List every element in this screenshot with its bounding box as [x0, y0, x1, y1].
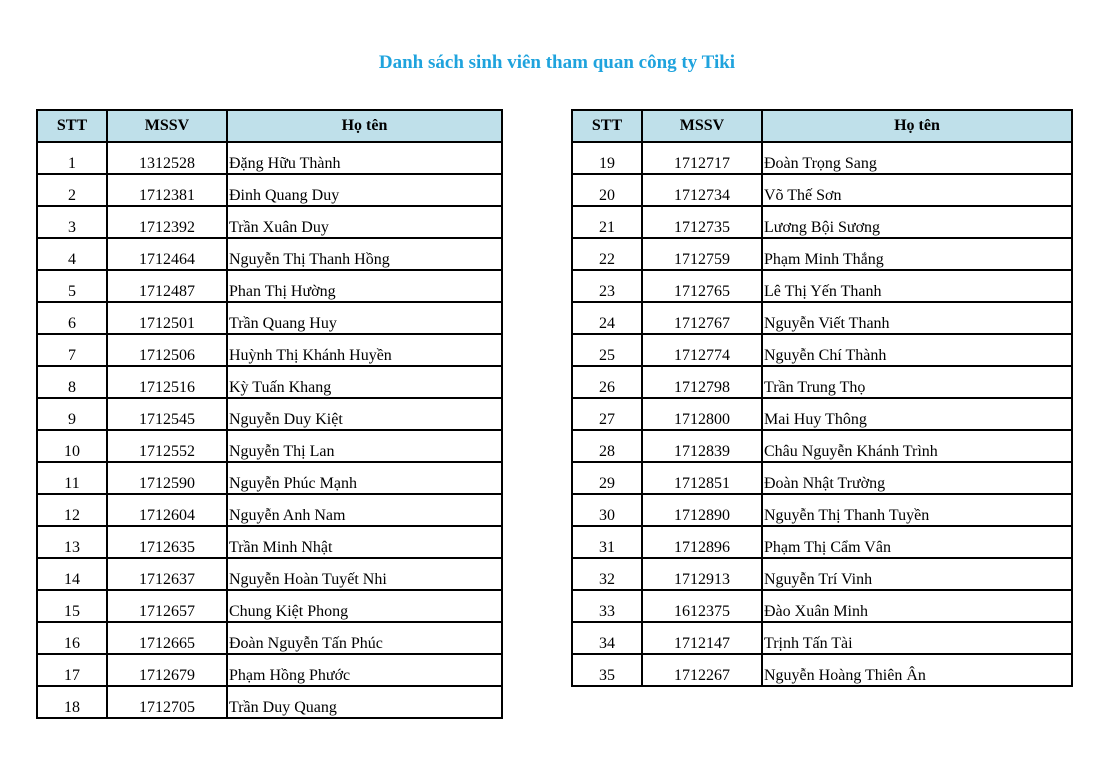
table-row: [572, 558, 1072, 590]
cell-name: Nguyễn Anh Nam: [227, 494, 502, 526]
table-row: [572, 526, 1072, 558]
cell-mssv: 1712890: [642, 494, 762, 526]
header-row: [37, 110, 502, 142]
header-stt: STT: [572, 110, 642, 142]
cell-stt: 33: [572, 590, 642, 622]
cell-name: Trịnh Tấn Tài: [762, 622, 1072, 654]
cell-mssv: 1712800: [642, 398, 762, 430]
cell-stt: 10: [37, 430, 107, 462]
cell-stt: 26: [572, 366, 642, 398]
cell-name: Trần Trung Thọ: [762, 366, 1072, 398]
table-row: [37, 142, 502, 174]
table-row: [37, 398, 502, 430]
cell-stt: 31: [572, 526, 642, 558]
cell-mssv: 1712501: [107, 302, 227, 334]
cell-stt: 23: [572, 270, 642, 302]
cell-stt: 12: [37, 494, 107, 526]
table-row: [37, 526, 502, 558]
cell-stt: 15: [37, 590, 107, 622]
cell-stt: 9: [37, 398, 107, 430]
cell-stt: 14: [37, 558, 107, 590]
cell-stt: 8: [37, 366, 107, 398]
cell-mssv: 1712765: [642, 270, 762, 302]
cell-name: Trần Duy Quang: [227, 686, 502, 718]
cell-stt: 22: [572, 238, 642, 270]
cell-name: Châu Nguyễn Khánh Trình: [762, 430, 1072, 462]
table-body-right: [572, 142, 1072, 686]
cell-mssv: 1712604: [107, 494, 227, 526]
student-table-right: [571, 109, 1073, 687]
cell-name: Kỳ Tuấn Khang: [227, 366, 502, 398]
cell-mssv: 1712851: [642, 462, 762, 494]
table-row: [572, 334, 1072, 366]
cell-name: Đào Xuân Minh: [762, 590, 1072, 622]
cell-name: Võ Thế Sơn: [762, 174, 1072, 206]
cell-stt: 3: [37, 206, 107, 238]
table-row: [37, 206, 502, 238]
cell-mssv: 1712717: [642, 142, 762, 174]
cell-name: Nguyễn Chí Thành: [762, 334, 1072, 366]
table-row: [572, 494, 1072, 526]
cell-name: Nguyễn Thị Thanh Tuyền: [762, 494, 1072, 526]
cell-stt: 24: [572, 302, 642, 334]
cell-mssv: 1712552: [107, 430, 227, 462]
cell-name: Trần Minh Nhật: [227, 526, 502, 558]
cell-mssv: 1712637: [107, 558, 227, 590]
cell-name: Huỳnh Thị Khánh Huyền: [227, 334, 502, 366]
cell-mssv: 1712767: [642, 302, 762, 334]
cell-stt: 30: [572, 494, 642, 526]
table-row: [37, 302, 502, 334]
cell-name: Trần Xuân Duy: [227, 206, 502, 238]
header-name: Họ tên: [762, 110, 1072, 142]
cell-name: Nguyễn Phúc Mạnh: [227, 462, 502, 494]
cell-name: Chung Kiệt Phong: [227, 590, 502, 622]
cell-stt: 34: [572, 622, 642, 654]
cell-name: Đoàn Nhật Trường: [762, 462, 1072, 494]
table-row: [572, 206, 1072, 238]
table-row: [37, 334, 502, 366]
cell-name: Lê Thị Yến Thanh: [762, 270, 1072, 302]
cell-mssv: 1712839: [642, 430, 762, 462]
cell-stt: 6: [37, 302, 107, 334]
cell-mssv: 1712516: [107, 366, 227, 398]
table-row: [37, 654, 502, 686]
cell-mssv: 1712392: [107, 206, 227, 238]
cell-name: Lương Bội Sương: [762, 206, 1072, 238]
cell-stt: 7: [37, 334, 107, 366]
cell-mssv: 1312528: [107, 142, 227, 174]
cell-name: Phan Thị Hường: [227, 270, 502, 302]
cell-name: Nguyễn Thị Thanh Hồng: [227, 238, 502, 270]
cell-mssv: 1712679: [107, 654, 227, 686]
table-row: [37, 174, 502, 206]
cell-name: Đoàn Nguyễn Tấn Phúc: [227, 622, 502, 654]
page-title: Danh sách sinh viên tham quan công ty Tiki: [378, 52, 736, 73]
cell-name: Nguyễn Duy Kiệt: [227, 398, 502, 430]
table-row: [37, 494, 502, 526]
table-row: [572, 174, 1072, 206]
cell-mssv: 1712735: [642, 206, 762, 238]
header-name: Họ tên: [227, 110, 502, 142]
cell-stt: 17: [37, 654, 107, 686]
cell-mssv: 1712464: [107, 238, 227, 270]
cell-name: Nguyễn Viết Thanh: [762, 302, 1072, 334]
table-row: [37, 430, 502, 462]
cell-name: Đinh Quang Duy: [227, 174, 502, 206]
cell-name: Phạm Minh Thắng: [762, 238, 1072, 270]
cell-stt: 28: [572, 430, 642, 462]
table-row: [572, 398, 1072, 430]
cell-name: Nguyễn Trí Vinh: [762, 558, 1072, 590]
table-row: [572, 654, 1072, 686]
cell-stt: 21: [572, 206, 642, 238]
header-mssv: MSSV: [107, 110, 227, 142]
cell-mssv: 1712913: [642, 558, 762, 590]
cell-stt: 5: [37, 270, 107, 302]
cell-name: Phạm Thị Cẩm Vân: [762, 526, 1072, 558]
student-table-left: [36, 109, 503, 719]
cell-stt: 16: [37, 622, 107, 654]
header-stt: STT: [37, 110, 107, 142]
cell-stt: 35: [572, 654, 642, 686]
cell-mssv: 1712487: [107, 270, 227, 302]
cell-name: Mai Huy Thông: [762, 398, 1072, 430]
cell-name: Đoàn Trọng Sang: [762, 142, 1072, 174]
table-row: [37, 270, 502, 302]
cell-stt: 29: [572, 462, 642, 494]
cell-stt: 11: [37, 462, 107, 494]
header-mssv: MSSV: [642, 110, 762, 142]
cell-stt: 32: [572, 558, 642, 590]
cell-stt: 18: [37, 686, 107, 718]
table-row: [37, 462, 502, 494]
cell-stt: 19: [572, 142, 642, 174]
cell-stt: 1: [37, 142, 107, 174]
cell-name: Nguyễn Hoàng Thiên Ân: [762, 654, 1072, 686]
cell-mssv: 1712665: [107, 622, 227, 654]
table-row: [572, 142, 1072, 174]
cell-stt: 4: [37, 238, 107, 270]
cell-mssv: 1712734: [642, 174, 762, 206]
table-row: [572, 238, 1072, 270]
cell-mssv: 1712657: [107, 590, 227, 622]
table-row: [37, 238, 502, 270]
cell-mssv: 1712774: [642, 334, 762, 366]
cell-name: Nguyễn Thị Lan: [227, 430, 502, 462]
cell-stt: 27: [572, 398, 642, 430]
table-row: [37, 366, 502, 398]
table-row: [572, 590, 1072, 622]
table-body-left: [37, 142, 502, 718]
cell-mssv: 1612375: [642, 590, 762, 622]
cell-stt: 25: [572, 334, 642, 366]
table-row: [37, 558, 502, 590]
table-row: [572, 270, 1072, 302]
cell-mssv: 1712147: [642, 622, 762, 654]
cell-mssv: 1712545: [107, 398, 227, 430]
table-row: [572, 302, 1072, 334]
cell-mssv: 1712759: [642, 238, 762, 270]
table-row: [572, 622, 1072, 654]
cell-mssv: 1712267: [642, 654, 762, 686]
table-row: [572, 430, 1072, 462]
cell-name: Phạm Hồng Phước: [227, 654, 502, 686]
cell-name: Đặng Hữu Thành: [227, 142, 502, 174]
cell-name: Trần Quang Huy: [227, 302, 502, 334]
cell-stt: 13: [37, 526, 107, 558]
cell-mssv: 1712590: [107, 462, 227, 494]
table-row: [37, 622, 502, 654]
table-row: [37, 686, 502, 718]
cell-mssv: 1712381: [107, 174, 227, 206]
cell-mssv: 1712506: [107, 334, 227, 366]
cell-mssv: 1712705: [107, 686, 227, 718]
cell-mssv: 1712896: [642, 526, 762, 558]
table-row: [572, 366, 1072, 398]
table-row: [572, 462, 1072, 494]
cell-mssv: 1712635: [107, 526, 227, 558]
cell-mssv: 1712798: [642, 366, 762, 398]
cell-stt: 20: [572, 174, 642, 206]
table-row: [37, 590, 502, 622]
cell-name: Nguyễn Hoàn Tuyết Nhi: [227, 558, 502, 590]
header-row: [572, 110, 1072, 142]
cell-stt: 2: [37, 174, 107, 206]
